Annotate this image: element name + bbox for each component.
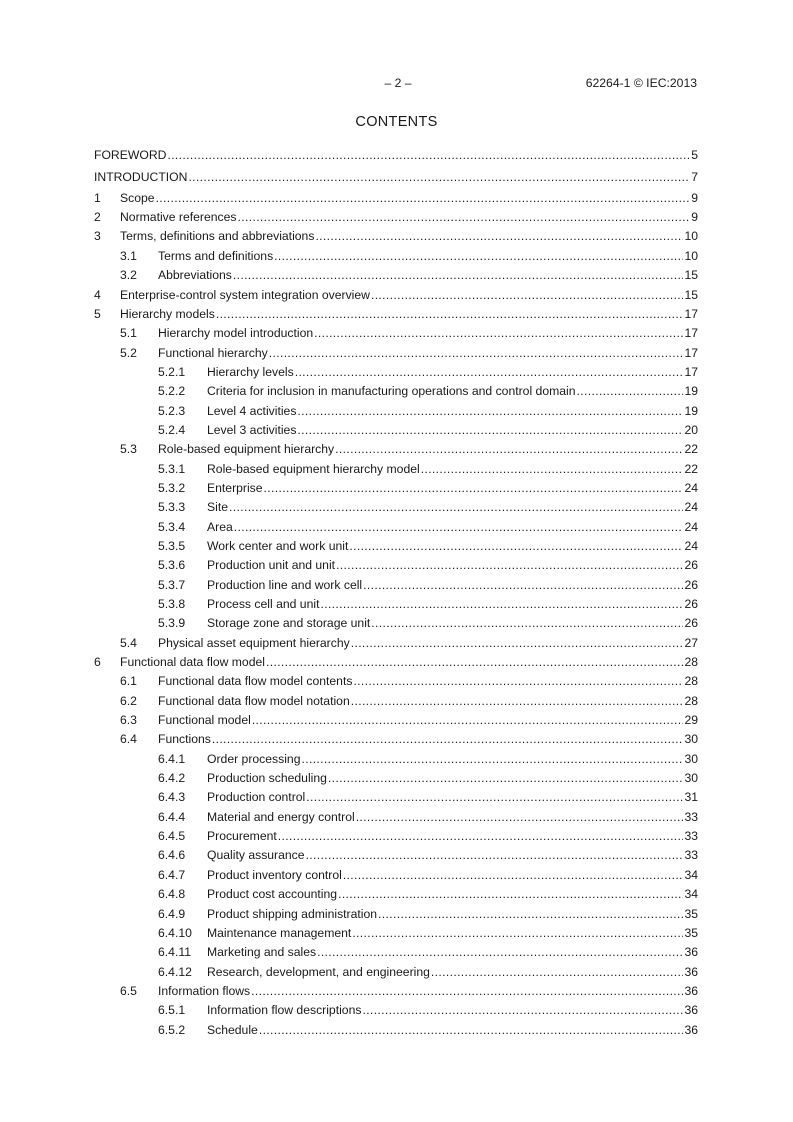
toc-entry-title: Maintenance management (207, 925, 352, 940)
toc-entry[interactable] (94, 286, 698, 305)
toc-entry-page: 20 (684, 422, 698, 437)
toc-entry-title: Site (207, 500, 229, 515)
toc-entry-title: Material and energy control (207, 809, 355, 824)
toc-entry-number: 6.4.2 (158, 771, 186, 786)
toc-entry-title: Role-based equipment hierarchy (158, 442, 335, 457)
toc-entry[interactable] (94, 382, 698, 401)
toc-entry-number: 5.2.3 (158, 403, 186, 418)
toc-entry[interactable] (94, 167, 698, 189)
toc-entry-page: 15 (684, 268, 698, 283)
dot-leader (431, 963, 684, 982)
table-of-contents (94, 145, 698, 1040)
toc-entry[interactable] (94, 905, 698, 924)
toc-entry-title: Functional data flow model (120, 655, 265, 670)
toc-entry-number: 6 (94, 655, 101, 670)
toc-entry[interactable] (94, 634, 698, 653)
dot-leader (252, 711, 684, 730)
toc-entry-page: 24 (684, 519, 698, 534)
toc-entry-number: 5.3.3 (158, 500, 186, 515)
dot-leader (421, 460, 684, 479)
toc-entry-number: 5.3.8 (158, 597, 186, 611)
toc-entry[interactable] (94, 460, 698, 479)
dot-leader (297, 421, 683, 440)
toc-entry-title: INTRODUCTION (94, 169, 188, 184)
toc-entry-title: Hierarchy models (120, 306, 215, 321)
toc-entry-page: 36 (684, 1003, 698, 1018)
toc-entry-page: 30 (684, 732, 698, 747)
toc-entry-title: Product inventory control (207, 867, 342, 882)
toc-entry-title: Scope (120, 190, 155, 205)
toc-entry[interactable] (94, 227, 698, 246)
toc-entry-number: 5 (94, 306, 101, 321)
toc-entry[interactable] (94, 808, 698, 827)
toc-entry-number: 6.4.4 (158, 809, 186, 824)
toc-entry-number: 5.2.2 (158, 384, 186, 399)
toc-entry-title: Terms, definitions and abbreviations (120, 229, 315, 244)
toc-entry[interactable] (94, 982, 698, 1001)
toc-entry-page: 28 (684, 674, 698, 689)
toc-entry-page: 29 (684, 713, 698, 728)
dot-leader (577, 382, 684, 401)
toc-entry-title: Order processing (207, 751, 301, 766)
toc-entry-number: 6.4.1 (158, 751, 186, 766)
toc-entry-title: Research, development, and engineering (207, 964, 430, 979)
toc-entry[interactable] (94, 943, 698, 962)
toc-entry[interactable] (94, 672, 698, 691)
toc-entry-title: Information flows (158, 983, 251, 998)
toc-entry-title: Work center and work unit (207, 538, 349, 553)
toc-entry-page: 30 (684, 771, 698, 786)
toc-entry-page: 30 (684, 751, 698, 766)
toc-entry-title: Terms and definitions (158, 248, 274, 263)
dot-leader (317, 943, 683, 962)
dot-leader (356, 808, 684, 827)
toc-entry-page: 19 (684, 384, 698, 399)
toc-entry-page: 17 (684, 306, 698, 321)
toc-entry-page: 9 (691, 190, 698, 205)
toc-entry-title: Marketing and sales (207, 945, 317, 960)
toc-entry-number: 1 (94, 190, 101, 205)
dot-leader (212, 730, 684, 749)
toc-entry[interactable] (94, 924, 698, 943)
toc-entry-page: 31 (684, 790, 698, 805)
toc-entry-page: 24 (684, 480, 698, 495)
dot-leader (229, 498, 683, 517)
toc-entry-number: 6.4.5 (158, 829, 186, 844)
toc-entry-title: Level 3 activities (207, 422, 297, 437)
toc-entry-title: Hierarchy model introduction (158, 326, 314, 341)
dot-leader (363, 576, 683, 595)
toc-entry-title: Production unit and unit (207, 558, 336, 573)
toc-entry-number: 6.3 (120, 713, 137, 728)
toc-entry-number: 5.3.1 (158, 461, 186, 476)
toc-entry-title: Storage zone and storage unit (207, 616, 371, 631)
toc-entry[interactable] (94, 208, 698, 227)
toc-entry-title: Production scheduling (207, 771, 327, 786)
toc-entry-page: 26 (684, 577, 698, 592)
toc-entry-number: 6.4.6 (158, 848, 186, 863)
toc-entry[interactable] (94, 692, 698, 711)
dot-leader (315, 227, 683, 246)
toc-entry-title: Criteria for inclusion in manufacturing operations and control domain (207, 384, 576, 399)
dot-leader (352, 924, 683, 943)
toc-entry[interactable] (94, 769, 698, 788)
toc-entry-page: 33 (684, 809, 698, 824)
toc-entry-title: Functional data flow model contents (158, 674, 353, 689)
toc-entry[interactable] (94, 537, 698, 556)
toc-entry[interactable] (94, 344, 698, 363)
toc-entry-page: 35 (684, 906, 698, 921)
toc-entry-page: 36 (684, 1022, 698, 1037)
toc-entry[interactable] (94, 750, 698, 769)
toc-entry-page: 28 (684, 693, 698, 708)
toc-entry-number: 5.3.2 (158, 480, 186, 495)
toc-entry[interactable] (94, 556, 698, 575)
dot-leader (336, 556, 683, 575)
toc-entry-number: 3 (94, 229, 101, 244)
toc-entry-title: Area (207, 519, 233, 534)
toc-entry-title: Procurement (207, 829, 277, 844)
toc-entry-title: Functional model (158, 713, 251, 728)
toc-entry-title: Normative references (120, 210, 237, 225)
dot-leader (238, 208, 691, 227)
toc-entry-page: 10 (684, 229, 698, 244)
dot-leader (306, 846, 684, 865)
toc-entry-page: 36 (684, 983, 698, 998)
toc-entry-page: 9 (691, 210, 698, 225)
dot-leader (216, 305, 684, 324)
toc-entry-number: 6.4.10 (158, 925, 192, 940)
toc-entry-title: Product shipping administration (207, 906, 378, 921)
toc-entry[interactable] (94, 614, 698, 633)
toc-entry[interactable] (94, 145, 698, 167)
dot-leader (295, 363, 684, 382)
toc-entry-number: 6.4.12 (158, 964, 192, 979)
toc-entry[interactable] (94, 730, 698, 749)
toc-entry[interactable] (94, 1021, 698, 1040)
toc-entry[interactable] (94, 363, 698, 382)
dot-leader (278, 827, 684, 846)
toc-entry-title: Product cost accounting (207, 887, 338, 902)
toc-entry-number: 6.5.1 (158, 1003, 186, 1018)
dot-leader (351, 634, 684, 653)
dot-leader (188, 167, 690, 189)
toc-entry[interactable] (94, 595, 698, 614)
toc-entry-title: FOREWORD (94, 148, 167, 162)
toc-entry-number: 5.2.1 (158, 364, 186, 379)
toc-entry-title: Functional hierarchy (158, 345, 268, 360)
dot-leader (266, 653, 683, 672)
toc-entry-page: 27 (684, 635, 698, 650)
toc-entry-title: Enterprise (207, 480, 263, 495)
toc-entry-number: 6.4.8 (158, 887, 186, 902)
dot-leader (234, 518, 684, 537)
toc-entry[interactable] (94, 479, 698, 498)
toc-entry-number: 6.4 (120, 732, 137, 747)
toc-entry-number: 5.2 (120, 345, 137, 360)
toc-entry-number: 6.4.9 (158, 906, 186, 921)
toc-entry[interactable] (94, 498, 698, 517)
toc-entry-number: 5.1 (120, 326, 137, 341)
toc-entry-number: 3.2 (120, 268, 137, 283)
toc-entry[interactable] (94, 788, 698, 807)
toc-entry-page: 35 (684, 925, 698, 940)
toc-entry[interactable] (94, 711, 698, 730)
toc-entry-number: 5.2.4 (158, 422, 186, 437)
toc-entry-number: 5.3 (120, 442, 137, 457)
toc-entry-page: 28 (684, 655, 698, 670)
toc-entry-number: 6.4.3 (158, 790, 186, 805)
dot-leader (259, 1021, 684, 1040)
dot-leader (335, 440, 683, 459)
dot-leader (297, 402, 683, 421)
toc-entry[interactable] (94, 518, 698, 537)
dot-leader (378, 905, 683, 924)
dot-leader (306, 788, 683, 807)
dot-leader (349, 537, 683, 556)
toc-entry[interactable] (94, 963, 698, 982)
toc-entry-title: Schedule (207, 1022, 258, 1037)
toc-entry-number: 2 (94, 210, 101, 225)
toc-entry-title: Process cell and unit (207, 597, 320, 611)
toc-entry-number: 5.3.5 (158, 538, 186, 553)
dot-leader (371, 614, 683, 633)
toc-entry[interactable] (94, 324, 698, 343)
toc-entry-number: 5.3.9 (158, 616, 186, 631)
toc-entry-page: 19 (684, 403, 698, 418)
toc-entry-number: 6.4.7 (158, 867, 186, 882)
dot-leader (233, 266, 684, 285)
toc-entry-title: Abbreviations (158, 268, 232, 283)
toc-entry-number: 6.4.11 (158, 945, 191, 960)
dot-leader (371, 286, 683, 305)
toc-entry-title: Functions (158, 732, 211, 747)
dot-leader (343, 866, 684, 885)
page-number: – 2 – (384, 76, 412, 90)
toc-entry-title: Physical asset equipment hierarchy (158, 635, 350, 650)
toc-entry-page: 26 (684, 558, 698, 573)
toc-entry[interactable] (94, 402, 698, 421)
toc-entry-number: 5.3.7 (158, 577, 186, 592)
toc-entry-page: 17 (684, 345, 698, 360)
toc-entry-page: 34 (684, 887, 698, 902)
standard-reference: 62264-1 © IEC:2013 (585, 76, 697, 90)
toc-entry[interactable] (94, 827, 698, 846)
dot-leader (351, 692, 684, 711)
toc-entry[interactable] (94, 247, 698, 266)
toc-entry[interactable] (94, 266, 698, 285)
toc-entry-page: 33 (684, 829, 698, 844)
dot-leader (320, 595, 683, 614)
dot-leader (301, 750, 683, 769)
toc-entry-page: 22 (684, 442, 698, 457)
dot-leader (353, 672, 683, 691)
toc-entry-title: Quality assurance (207, 848, 305, 863)
toc-entry[interactable] (94, 421, 698, 440)
toc-entry-title: Functional data flow model notation (158, 693, 350, 708)
dot-leader (314, 324, 683, 343)
toc-entry-page: 36 (684, 964, 698, 979)
toc-entry[interactable] (94, 846, 698, 865)
toc-entry-page: 33 (684, 848, 698, 863)
dot-leader (251, 982, 683, 1001)
dot-leader (156, 189, 691, 208)
dot-leader (362, 1001, 683, 1020)
toc-entry-page: 24 (684, 538, 698, 553)
toc-entry[interactable] (94, 189, 698, 208)
toc-entry-title: Level 4 activities (207, 403, 297, 418)
toc-entry-number: 6.5 (120, 983, 137, 998)
dot-leader (328, 769, 684, 788)
toc-entry[interactable] (94, 305, 698, 324)
toc-entry[interactable] (94, 440, 698, 459)
toc-entry-page: 36 (684, 945, 698, 960)
toc-entry[interactable] (94, 885, 698, 904)
toc-entry-number: 3.1 (120, 248, 137, 263)
toc-entry[interactable] (94, 866, 698, 885)
toc-entry-page: 17 (684, 364, 698, 379)
toc-entry-title: Hierarchy levels (207, 364, 294, 379)
toc-entry-title: Information flow descriptions (207, 1003, 362, 1018)
toc-entry-number: 5.3.6 (158, 558, 186, 573)
toc-entry-page: 15 (684, 287, 698, 302)
toc-entry-title: Enterprise-control system integration overview (120, 287, 370, 302)
toc-entry-page: 5 (691, 148, 698, 162)
toc-entry-number: 6.2 (120, 693, 137, 708)
toc-entry-number: 5.4 (120, 635, 137, 650)
dot-leader (269, 344, 684, 363)
toc-entry[interactable] (94, 653, 698, 672)
dot-leader (274, 247, 683, 266)
toc-entry-page: 22 (684, 461, 698, 476)
toc-entry-title: Production line and work cell (207, 577, 363, 592)
toc-entry-title: Role-based equipment hierarchy model (207, 461, 420, 476)
dot-leader (264, 479, 684, 498)
dot-leader (167, 145, 690, 167)
toc-entry-number: 5.3.4 (158, 519, 186, 534)
toc-entry-number: 4 (94, 287, 101, 302)
toc-entry[interactable] (94, 1001, 698, 1020)
toc-entry-title: Production control (207, 790, 306, 805)
toc-entry-page: 10 (684, 248, 698, 263)
toc-entry-page: 7 (691, 169, 698, 184)
toc-entry-number: 6.1 (120, 674, 137, 689)
toc-entry-page: 24 (684, 500, 698, 515)
toc-entry-page: 26 (684, 616, 698, 631)
toc-entry[interactable] (94, 576, 698, 595)
toc-entry-page: 26 (684, 597, 698, 611)
toc-entry-page: 17 (684, 326, 698, 341)
toc-entry-number: 6.5.2 (158, 1022, 186, 1037)
toc-entry-page: 34 (684, 867, 698, 882)
page-title: CONTENTS (355, 114, 438, 130)
dot-leader (338, 885, 683, 904)
